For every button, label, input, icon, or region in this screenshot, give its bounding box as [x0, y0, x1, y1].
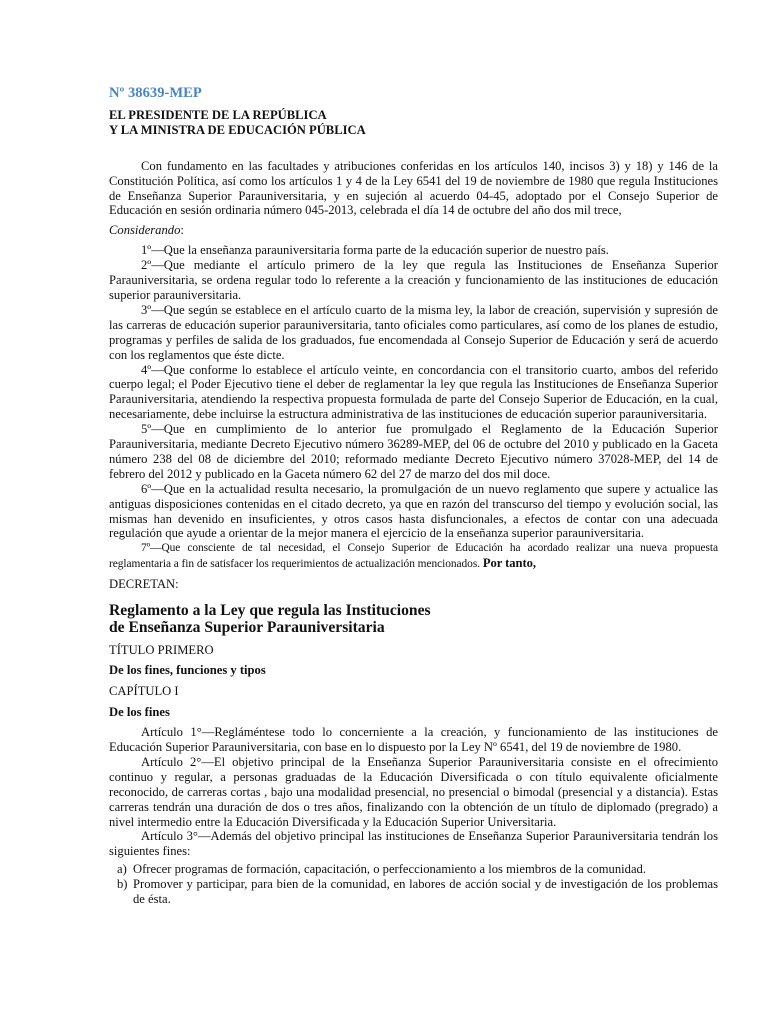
capitulo-heading: CAPÍTULO I	[109, 684, 179, 699]
list-item-text: Ofrecer programas de formación, capacitación, o perfeccionamiento a los miembros de la comunidad.	[133, 862, 646, 877]
authority-line-1: EL PRESIDENTE DE LA REPÚBLICA	[109, 107, 327, 122]
considerando-2: 2º—Que mediante el artículo primero de la ley que regula las Instituciones de Enseñanza Superior Parauniversitaria, se ordena regular todo lo referente a la creación y funcionamiento de las instituciones de educación superior parauniversitaria.	[109, 258, 718, 302]
article-3: Artículo 3°—Además del objetivo principal las instituciones de Enseñanza Superior Parauniversitaria tendrán los siguientes fines:	[109, 829, 718, 859]
considerando-heading	[109, 223, 718, 238]
considerando-4: 4º—Que conforme lo establece el artículo veinte, en concordancia con el transitorio cuarto, ambos del referido cuerpo legal; el Poder Ejecutivo tiene el deber de reglamentar la ley que regula las Instituciones de Enseñanza Superior Parauniversitaria, atendiendo la respectiva propuesta formulada de parte del Consejo Superior de Educación, en la cual, necesariamente, debe incluirse la estructura administrativa de las instituciones de educación superior parauniversitaria.	[109, 362, 718, 422]
considerando-7-text: 7º—Que consciente de tal necesidad, el Consejo Superior de Educación ha acordado realizar una nueva propuesta reglamentaria a fin de satisfacer los requerimientos de actualización mencionados.	[109, 542, 718, 571]
list-item	[109, 877, 718, 907]
article-1: Artículo 1°—Regláméntese todo lo concerniente a la creación, y funcionamiento de las instituciones de Educación Superior Parauniversitaria, con base en lo dispuesto por la Ley Nº 6541, del 19 de noviembre de 1980.	[109, 725, 718, 755]
regulation-title-line-1: Reglamento a la Ley que regula las Instituciones	[109, 602, 431, 620]
considerando-7	[109, 541, 718, 572]
list-item-text: Promover y participar, para bien de la comunidad, en labores de acción social y de investigación de los problemas de ésta.	[133, 877, 718, 907]
decretan: DECRETAN:	[109, 577, 179, 592]
list-marker: b)	[117, 877, 128, 892]
list-item	[109, 862, 718, 877]
considerando-colon: :	[180, 223, 184, 238]
considerando-5: 5º—Que en cumplimiento de lo anterior fue promulgado el Reglamento de la Educación Superior Parauniversitaria, mediante Decreto Ejecutivo número 36289-MEP, del 06 de octubre del 2010 y publicado en la Gaceta número 238 del 08 de diciembre del 2010; reformado mediante Decreto Ejecutivo número 37028-MEP, del 14 de febrero del 2012 y publicado en la Gaceta número 62 del 27 de marzo del dos mil doce.	[109, 422, 718, 481]
considerando-label: Considerando	[109, 223, 181, 238]
titulo-heading: TÍTULO PRIMERO	[109, 642, 214, 657]
por-tanto: Por tanto,	[482, 556, 536, 571]
regulation-title-line-2: de Enseñanza Superior Parauniversitaria	[109, 619, 385, 637]
considerando-3: 3º—Que según se establece en el artículo cuarto de la misma ley, la labor de creación, supervisión y supresión de las carreras de educación superior parauniversitaria, tanto oficiales como particulares, así como de los planes de estudio, programas y perfiles de salida de los graduados, fue encomendada al Consejo Superior de Educación y será de acuerdo con los reglamentos que éste dicte.	[109, 302, 718, 362]
list-marker: a)	[117, 862, 127, 877]
considerando-6: 6º—Que en la actualidad resulta necesario, la promulgación de un nuevo reglamento que supere y actualice las antiguas disposiciones contenidas en el citado decreto, ya que en razón del transcurso del tiempo y evolución social, las mismas han devenido en insuficientes, y otros casos hasta disfuncionales, a efectos de contar con una adecuada regulación que ayude a orientar de la mejor manera el ejercicio de la enseñanza superior parauniversitaria.	[109, 481, 718, 541]
fines-list	[109, 862, 718, 907]
authority-line-2: Y LA MINISTRA DE EDUCACIÓN PÚBLICA	[109, 122, 366, 137]
preamble-paragraph: Con fundamento en las facultades y atribuciones conferidas en los artículos 140, incisos 3) y 18) y 146 de la Constitución Política, así como los artículos 1 y 4 de la Ley 6541 del 19 de noviembre de 1980 que regula Instituciones de Enseñanza Superior Parauniversitaria, y en sujeción al acuerdo 04-45, adoptado por el Consejo Superior de Educación en sesión ordinaria número 045-2013, celebrada el día 14 de octubre del año dos mil trece,	[109, 158, 718, 218]
capitulo-subject: De los fines	[109, 705, 170, 720]
titulo-subject: De los fines, funciones y tipos	[109, 663, 266, 678]
article-2: Artículo 2°—El objetivo principal de la Enseñanza Superior Parauniversitaria consiste en el ofrecimiento continuo y regular, a personas graduadas de la Educación Diversificada o con título equivalente oficialmente reconocido, de carreras cortas , bajo una modalidad presencial, no presencial o bimodal (presencial y a distancia). Estas carreras tendrán una duración de dos o tres años, finalizando con la obtención de un título de diplomado (pregrado) a nivel intermedio entre la Educación Diversificada y la Educación Superior Universitaria.	[109, 754, 718, 829]
considerando-1: 1º—Que la enseñanza parauniversitaria forma parte de la educación superior de nuestro país.	[141, 243, 609, 258]
decree-number: Nº 38639-MEP	[109, 85, 202, 101]
